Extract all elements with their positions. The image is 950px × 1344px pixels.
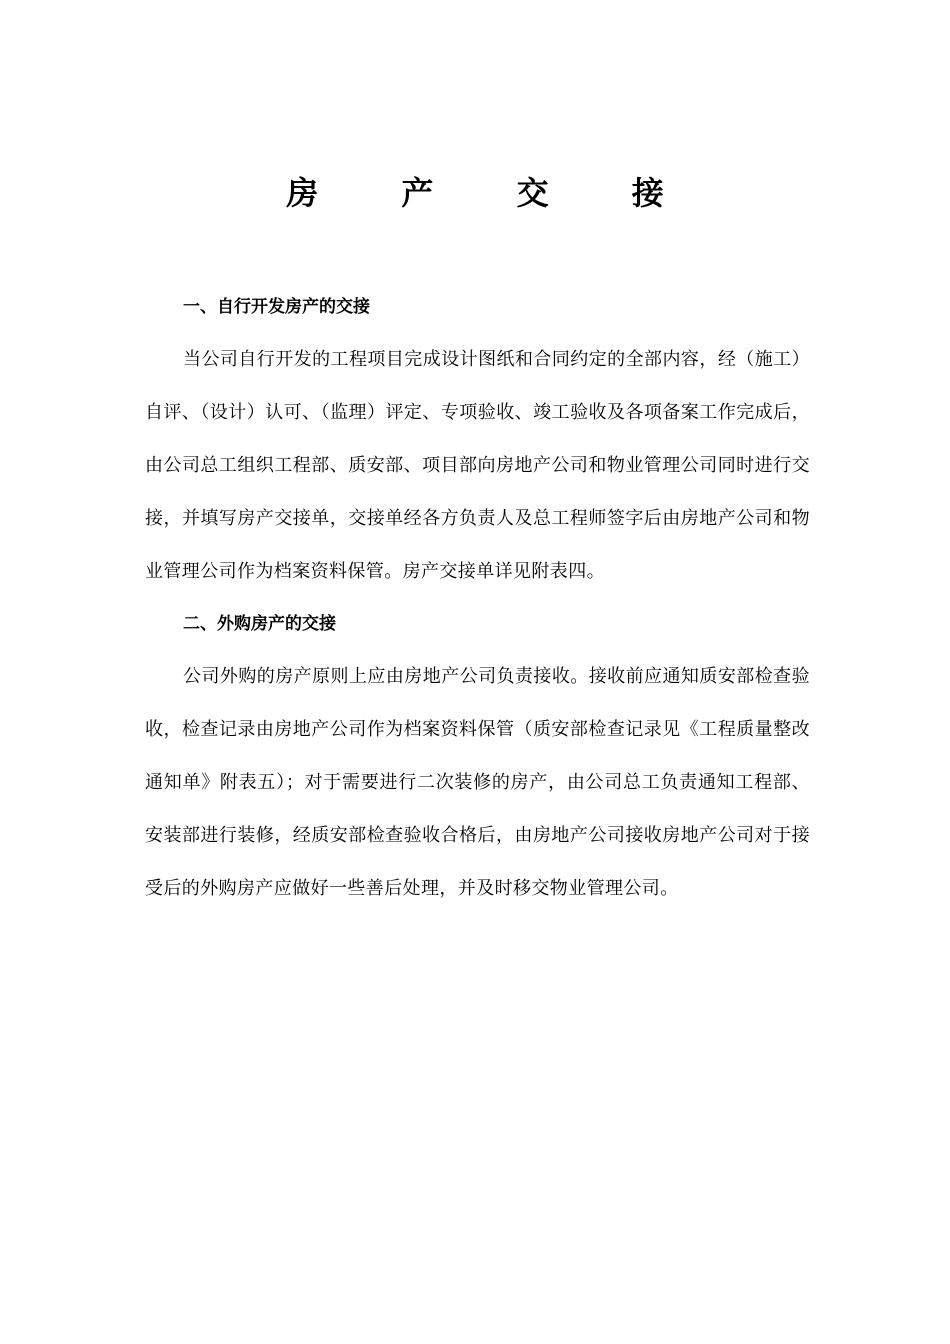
section-heading: 一、自行开发房产的交接 [183,297,370,317]
section-purchased [145,598,810,915]
section-paragraph: 当公司自行开发的工程项目完成设计图纸和合同约定的全部内容，经（施工）自评、（设计）认可、（监理）评定、专项验收、竣工验收及各项备案工作完成后，由公司总工组织工程部、质安部、项目部向房地产公司和物业管理公司同时进行交接，并填写房产交接单，交接单经各方负责人及总工程师签字后由房地产公司和物业管理公司作为档案资料保管。房产交接单详见附表四。 [145,349,810,582]
document-title: 房 产 交 接 [286,174,700,212]
section-heading: 二、外购房产的交接 [183,614,336,634]
section-self-developed [145,281,810,598]
section-paragraph: 公司外购的房产原则上应由房地产公司负责接收。接收前应通知质安部检查验收，检查记录由房地产公司作为档案资料保管（质安部检查记录见《工程质量整改通知单》附表五）；对于需要进行二次装修的房产，由公司总工负责通知工程部、安装部进行装修，经质安部检查验收合格后，由房地产公司接收房地产公司对于接受后的外购房产应做好一些善后处理，并及时移交物业管理公司。 [145,666,810,899]
document-body [145,281,810,915]
